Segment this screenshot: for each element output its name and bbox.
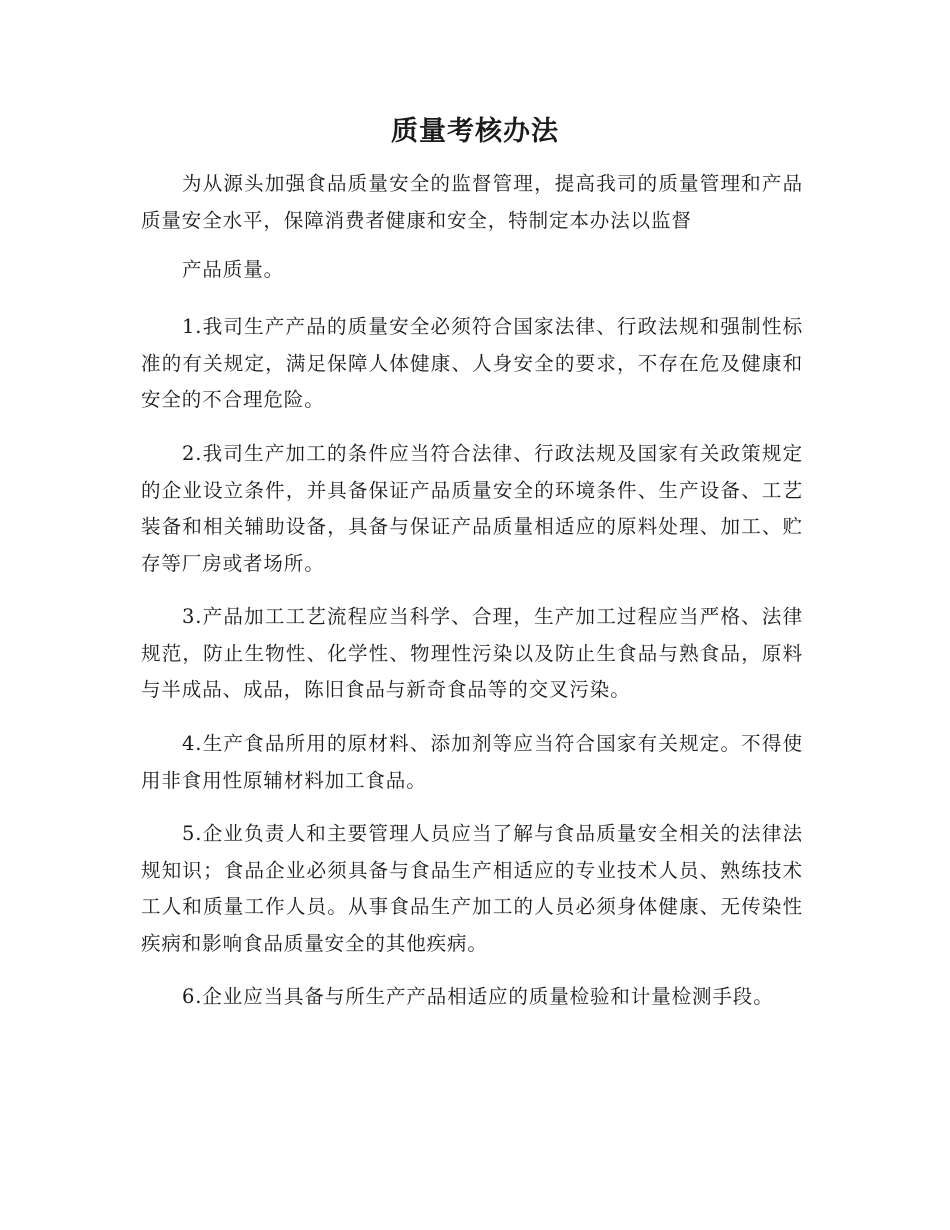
clause-3: 3.产品加工工艺流程应当科学、合理，生产加工过程应当严格、法律规范，防止生物性、化学性、物理性污染以及防止生食品与熟食品，原料与半成品、成品，陈旧食品与新奇食品等的交叉污染。 [141, 605, 803, 701]
clause-2: 2.我司生产加工的条件应当符合法律、行政法规及国家有关政策规定的企业设立条件，并具备保证产品质量安全的环境条件、生产设备、工艺装备和相关辅助设备，具备与保证产品质量相适应的原料处理、加工、贮存等厂房或者场所。 [141, 442, 803, 575]
clause-4: 4.生产食品所用的原材料、添加剂等应当符合国家有关规定。不得使用非食用性原辅材料加工食品。 [141, 732, 803, 792]
intro-paragraph-continued: 产品质量。 [182, 258, 285, 281]
clause-6: 6.企业应当具备与所生产产品相适应的质量检验和计量检测手段。 [182, 985, 774, 1008]
intro-paragraph: 为从源头加强食品质量安全的监督管理，提高我司的质量管理和产品质量安全水平，保障消费者健康和安全，特制定本办法以监督 [141, 172, 803, 232]
clause-1: 1.我司生产产品的质量安全必须符合国家法律、行政法规和强制性标准的有关规定，满足保障人体健康、人身安全的要求，不存在危及健康和安全的不合理危险。 [141, 315, 803, 411]
clause-5: 5.企业负责人和主要管理人员应当了解与食品质量安全相关的法律法规知识；食品企业必须具备与食品生产相适应的专业技术人员、熟练技术工人和质量工作人员。从事食品生产加工的人员必须身体健康、无传染性疾病和影响食品质量安全的其他疾病。 [141, 822, 803, 955]
document-title: 质量考核办法 [391, 116, 559, 147]
